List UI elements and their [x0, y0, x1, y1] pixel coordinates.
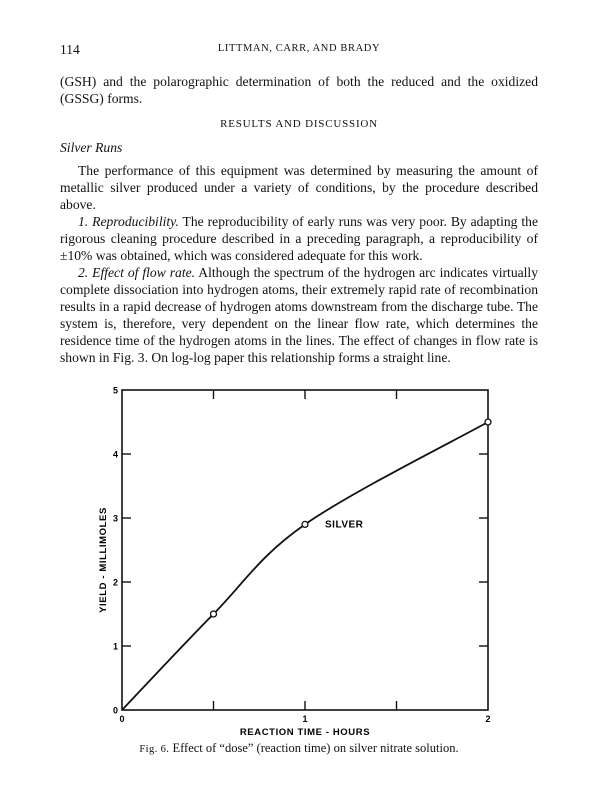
x-tick-label: 2 [485, 714, 491, 724]
x-tick-label: 1 [302, 714, 308, 724]
x-tick-label: 0 [119, 714, 125, 724]
y-tick-label: 5 [112, 385, 118, 396]
paragraph-lead: 2. Effect of flow rate. [78, 265, 196, 280]
data-point [302, 521, 308, 527]
paragraph-performance: The performance of this equipment was determined by measuring the amount of metallic silver produced under a variety of conditions, by the procedure described above. [60, 163, 538, 212]
y-tick-label: 0 [112, 705, 118, 716]
y-tick-label: 1 [112, 641, 118, 652]
paragraph-lead: 1. Reproducibility. [78, 214, 179, 229]
plot-frame [122, 390, 488, 710]
data-point [485, 419, 491, 425]
data-points [211, 419, 492, 617]
intro-paragraph: (GSH) and the polarographic determination of both the reduced and the oxidized (GSSG) forms. [60, 74, 538, 106]
running-head: LITTMAN, CARR, AND BRADY [217, 43, 381, 54]
section-heading: RESULTS AND DISCUSSION [220, 118, 378, 130]
section-subheading: Silver Runs [60, 140, 123, 155]
tick-labels [113, 386, 491, 725]
y-tick-label: 4 [112, 449, 118, 460]
tick-marks [122, 390, 488, 710]
data-point [211, 611, 217, 617]
y-axis-label: YIELD - MILLIMOLES [98, 507, 109, 613]
paragraph-body: Although the spectrum of the hydrogen arc indicates virtually complete dissociation into hydrogen atoms, their extremely rapid rate of recombination results in a rapid decrease of hydrogen atoms downstream from the discharge tube. The system is, therefore, very dependent on the linear flow rate, which determines the residence time of the hydrogen atoms in the lines. The effect of changes in flow rate is shown in Fig. 3. On log-log paper this relationship forms a straight line. [60, 265, 538, 365]
caption-text: Effect of “dose” (reaction time) on silver nitrate solution. [169, 741, 459, 755]
figure-caption [60, 741, 538, 756]
series-line-silver [122, 422, 488, 710]
page-number: 114 [60, 42, 80, 57]
paragraph-body: The reproducibility of early runs was very poor. By adapting the rigorous cleaning procedure described in a preceding paragraph, a reproducibility of ±10% was obtained, which was considered adequate for this work. [60, 214, 538, 263]
caption-label: Fig. 6. [139, 744, 170, 755]
series-label: SILVER [325, 519, 364, 531]
y-tick-label: 3 [112, 513, 118, 524]
x-axis-label: REACTION TIME - HOURS [239, 727, 371, 738]
y-tick-label: 2 [112, 577, 118, 588]
